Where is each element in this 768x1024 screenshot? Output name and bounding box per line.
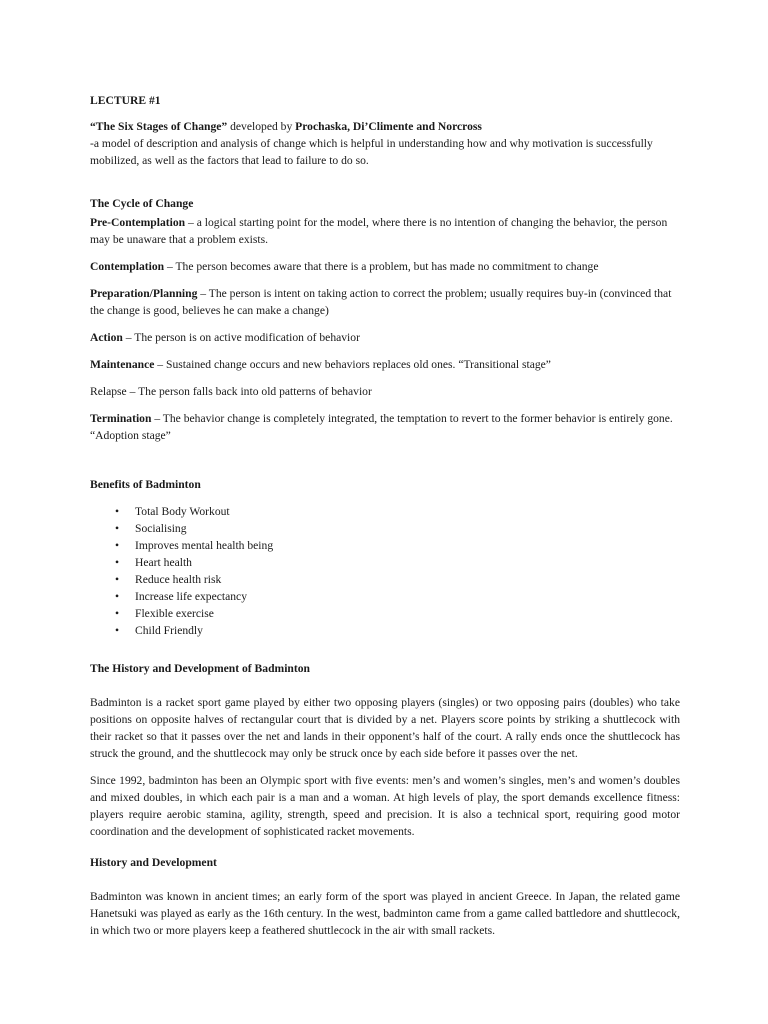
six-stages-intro	[90, 118, 680, 169]
bullet-icon: •	[115, 505, 120, 518]
bullet-icon: •	[115, 607, 120, 620]
history-development-badminton-heading: The History and Development of Badminton	[90, 662, 310, 675]
stage-term: Maintenance	[90, 358, 155, 371]
badminton-description-paragraph: Badminton is a racket sport game played by either two opposing players (singles) or two opposing pairs (doubles) who take positions on opposite halves of rectangular court that is divided by a net. Players score points by striking a shuttlecock with their racket so that it passes over the net and lands in their opponent’s half of the court. A rally ends once the shuttlecock has struck the ground, and the shuttlecock may only be struck once by each side before it passes over the net.	[90, 696, 680, 760]
list-item: • Total Body Workout	[115, 505, 230, 518]
stage-text: – a logical starting point for the model, where there is no intention of changing the behavior, the person may be unaware that a problem exists.	[90, 216, 668, 246]
list-item: • Reduce health risk	[115, 573, 222, 586]
stage-text: – Sustained change occurs and new behaviors replaces old ones. “Transitional stage”	[154, 358, 551, 371]
stage-contemplation	[90, 258, 680, 275]
document-page	[90, 92, 680, 949]
stage-precontemplation	[90, 214, 680, 248]
six-stages-line	[90, 118, 680, 135]
stage-maintenance	[90, 356, 680, 373]
list-item: • Improves mental health being	[115, 539, 274, 552]
olympic-paragraph: Since 1992, badminton has been an Olympic sport with five events: men’s and women’s singles, men’s and women’s doubles and mixed doubles, in which each pair is a man and a woman. At high levels of play, the sport demands excellence fitness: players require aerobic stamina, agility, strength, speed and precision. It is also a technical sport, requiring good motor coordination and the development of sophisticated racket movements.	[90, 774, 680, 838]
stage-action	[90, 329, 680, 346]
stage-termination	[90, 410, 680, 444]
ancient-history-paragraph: Badminton was known in ancient times; an early form of the sport was played in ancient Greece. In Japan, the related game Hanetsuki was played as early as the 16th century. In the west, badminton came from a game called battledore and shuttlecock, in which two or more players keep a feathered shuttlecock in the air with small rackets.	[90, 890, 680, 937]
bullet-icon: •	[115, 539, 120, 552]
list-item: • Flexible exercise	[115, 607, 214, 620]
list-item: • Socialising	[115, 522, 187, 535]
stage-term: Preparation/Planning	[90, 287, 198, 300]
list-item: • Heart health	[115, 556, 192, 569]
stage-term: Pre-Contemplation	[90, 216, 186, 229]
stage-text: Relapse – The person falls back into old patterns of behavior	[90, 385, 372, 398]
bullet-icon: •	[115, 573, 120, 586]
stage-text: – The person is intent on taking action to correct the problem; usually requires buy-in (convinced that the change is good, believes he can make a change)	[90, 287, 672, 317]
bullet-icon: •	[115, 556, 120, 569]
bullet-icon: •	[115, 624, 120, 637]
stage-text: – The person is on active modification of behavior	[122, 331, 360, 344]
stage-term: Action	[90, 331, 123, 344]
bullet-icon: •	[115, 522, 120, 535]
lecture-title: LECTURE #1	[90, 94, 161, 107]
stage-term: Contemplation	[90, 260, 165, 273]
stage-term: Termination	[90, 412, 152, 425]
benefits-list	[90, 503, 680, 639]
authors: Prochaska, Di’Climente and Norcross	[295, 120, 482, 133]
six-stages-description: -a model of description and analysis of change which is helpful in understanding how and why motivation is successfully mobilized, as well as the factors that lead to failure to do so.	[90, 137, 653, 167]
list-item: • Increase life expectancy	[115, 590, 247, 603]
stage-relapse	[90, 383, 680, 400]
stage-text: – The person becomes aware that there is a problem, but has made no commitment to change	[164, 260, 599, 273]
bullet-icon: •	[115, 590, 120, 603]
list-item: • Child Friendly	[115, 624, 203, 637]
benefits-heading: Benefits of Badminton	[90, 478, 201, 491]
history-development-heading: History and Development	[90, 856, 217, 869]
stage-text: – The behavior change is completely integrated, the temptation to revert to the former behavior is entirely gone. “Adoption stage”	[90, 412, 673, 442]
six-stages-name: “The Six Stages of Change”	[90, 120, 228, 133]
stage-preparation	[90, 285, 680, 319]
cycle-heading: The Cycle of Change	[90, 197, 194, 210]
developed-by-text: developed by	[227, 120, 296, 133]
